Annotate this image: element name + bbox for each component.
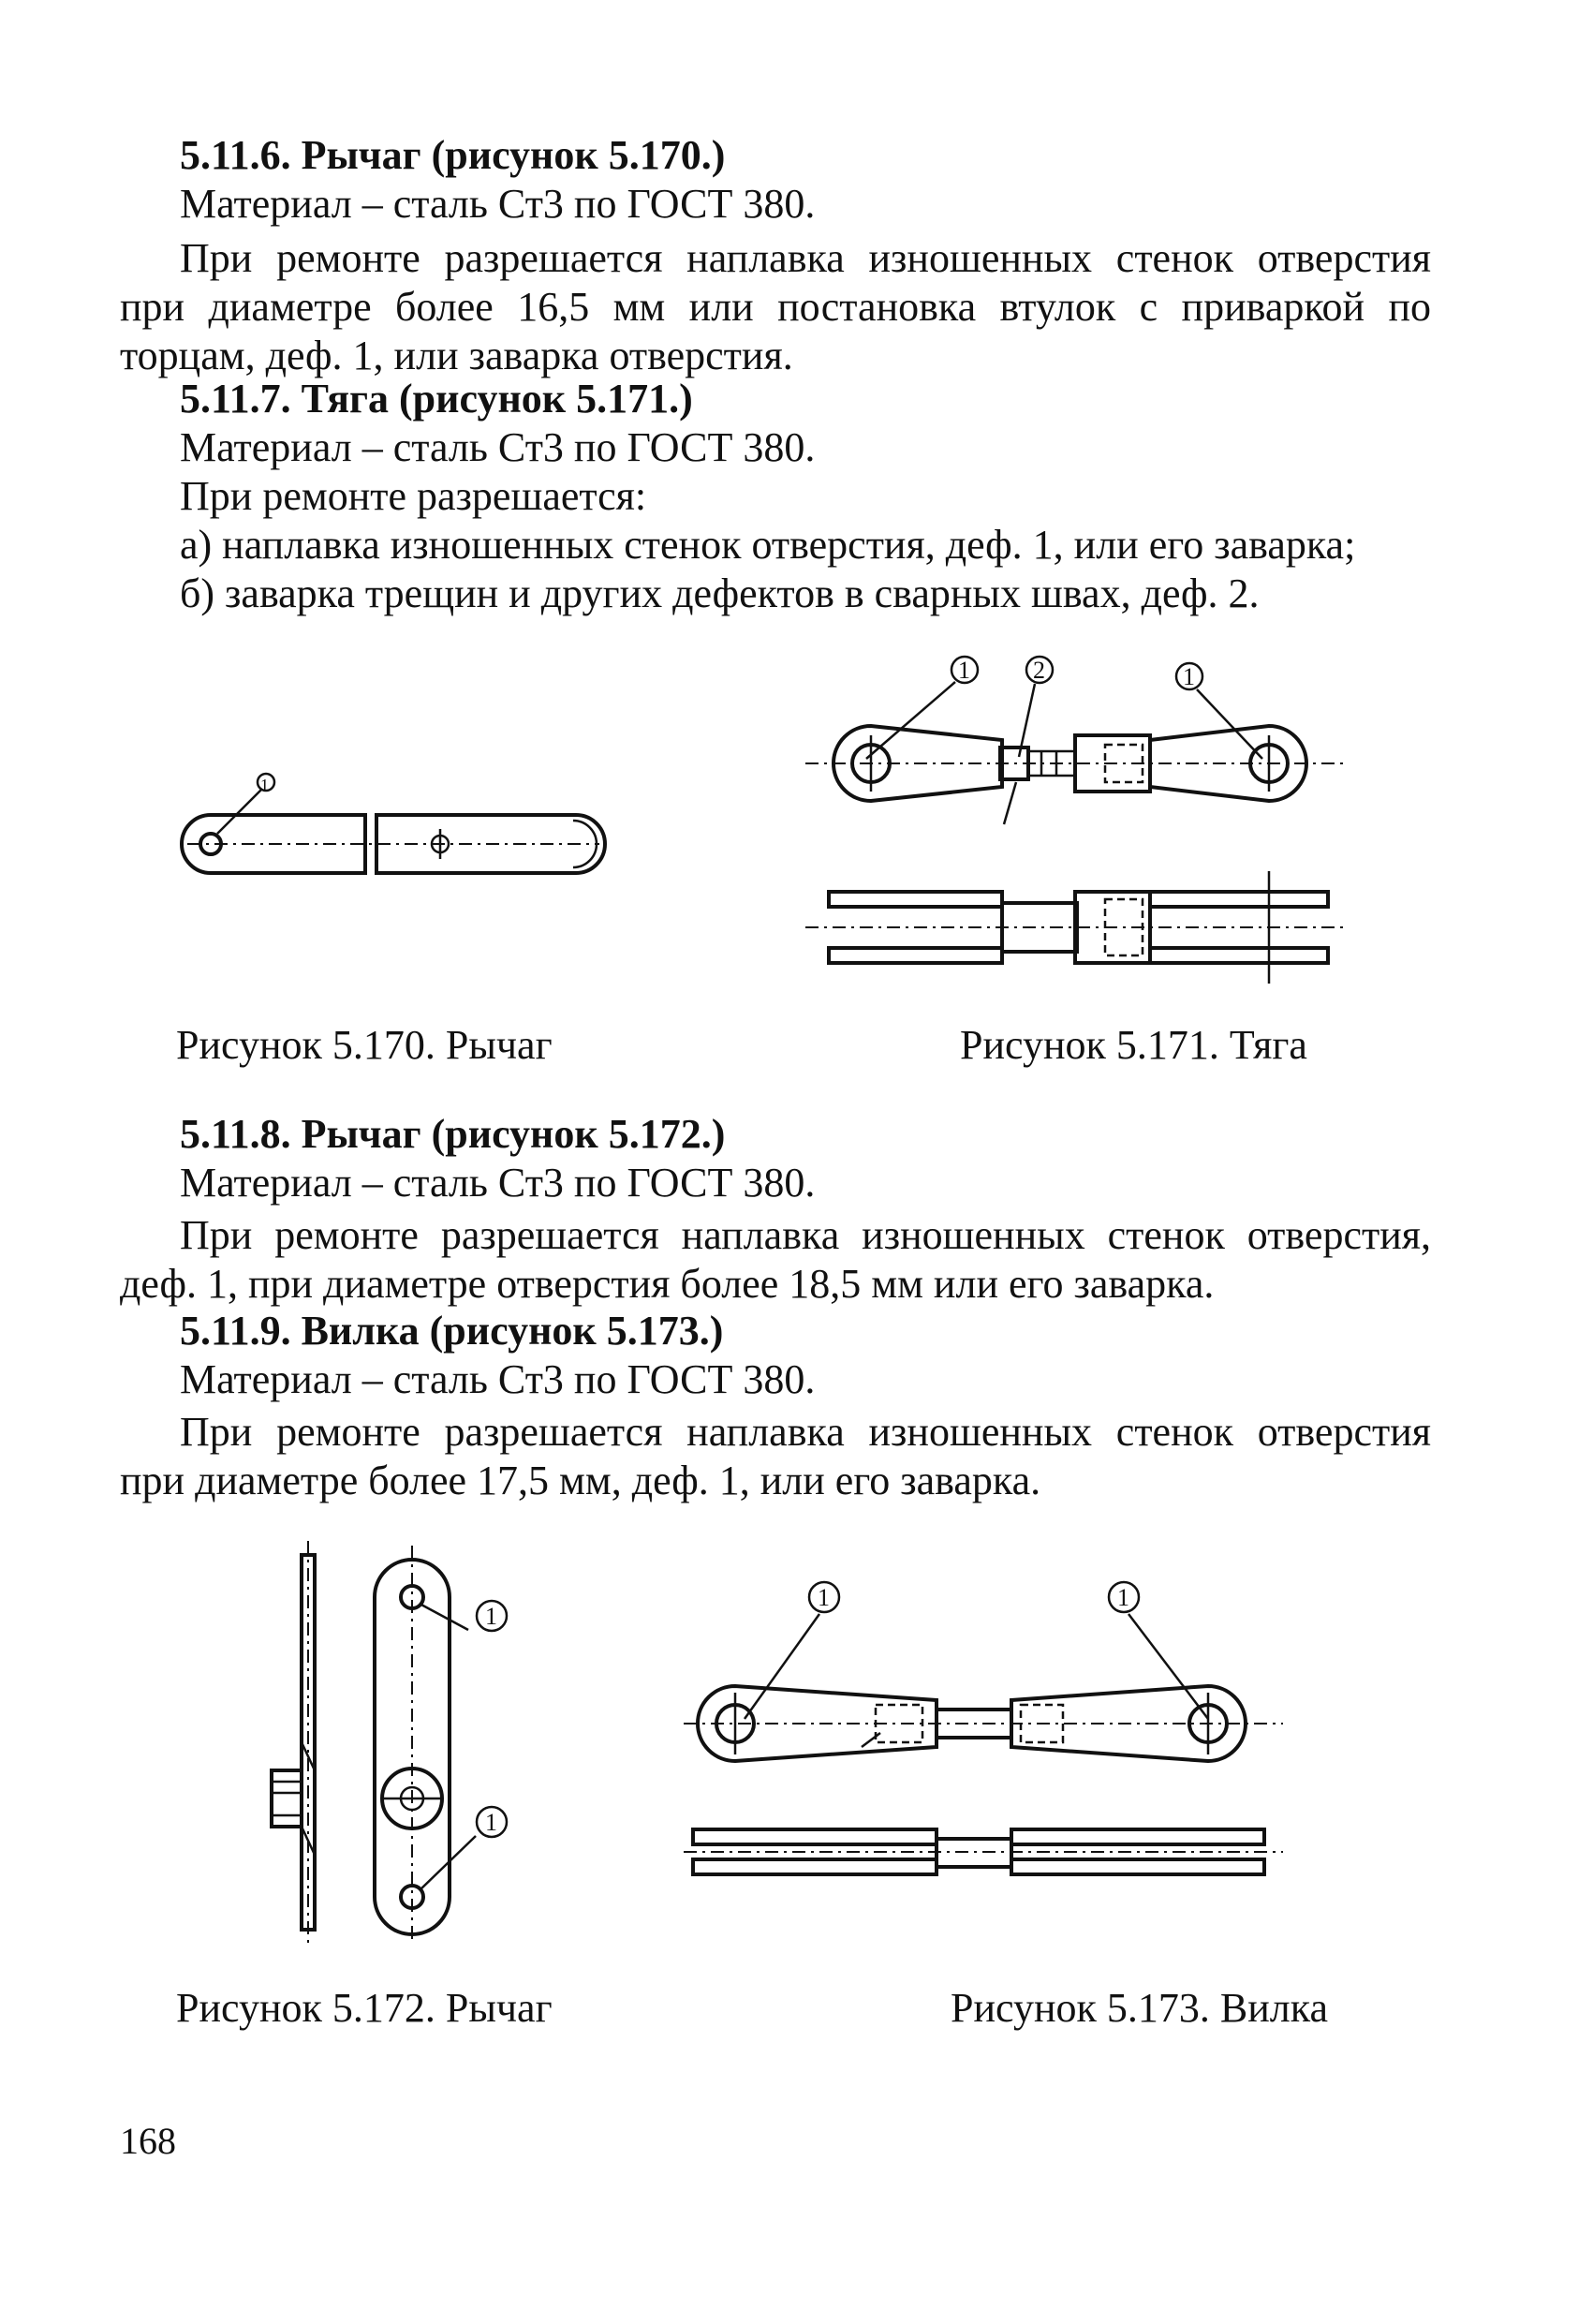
paragraph-line: При ремонте разрешается наплавка изношенных стенок отверстия: [180, 235, 1431, 281]
svg-text:1: 1: [958, 657, 970, 684]
paragraph-line: торцам, деф. 1, или заварка отверстия.: [120, 333, 793, 378]
figure-5-172-drawing: [243, 1536, 543, 1948]
fork-left-arm: [698, 1686, 937, 1761]
section-heading: 5.11.6. Рычаг (рисунок 5.170.): [180, 132, 726, 178]
defect-marker-label: 1: [260, 776, 269, 794]
list-item: б) заварка трещин и других дефектов в сварных швах, деф. 2.: [180, 570, 1260, 616]
figure-5-171-drawing: [796, 646, 1358, 1002]
material-line: Материал – сталь Ст3 по ГОСТ 380.: [180, 181, 816, 227]
section-heading: 5.11.9. Вилка (рисунок 5.173.): [180, 1308, 724, 1354]
svg-text:1: 1: [485, 1603, 497, 1630]
svg-text:1: 1: [1117, 1584, 1129, 1611]
section-5-11-7: [120, 375, 1431, 618]
paragraph-line: при диаметре более 17,5 мм, деф. 1, или его заварка.: [120, 1458, 1041, 1503]
plate-lower-right: [1011, 1859, 1264, 1874]
section-5-11-6: [120, 131, 1431, 380]
svg-text:1: 1: [485, 1809, 497, 1836]
material-line: Материал – сталь Ст3 по ГОСТ 380.: [180, 1160, 816, 1206]
plate-upper-right: [1150, 892, 1328, 907]
svg-text:1: 1: [1183, 663, 1195, 690]
figure-caption: Рисунок 5.172. Рычаг: [176, 1985, 553, 2031]
figure-caption: Рисунок 5.173. Вилка: [951, 1985, 1328, 2031]
paragraph-line: При ремонте разрешается наплавка изношенных стенок отверстия: [180, 1409, 1431, 1455]
svg-text:2: 2: [1033, 657, 1045, 684]
figure-caption: Рисунок 5.170. Рычаг: [176, 1022, 553, 1068]
plate-upper-left: [829, 892, 1002, 907]
plate-lower-left: [693, 1859, 937, 1874]
boss-section: [272, 1770, 302, 1827]
list-item: а) наплавка изношенных стенок отверстия, деф. 1, или его заварка;: [180, 522, 1356, 568]
section-heading: 5.11.7. Тяга (рисунок 5.171.): [180, 376, 693, 422]
plate-lower-right: [1150, 948, 1328, 963]
section-5-11-9: [120, 1307, 1431, 1505]
rod-right-eye: [1150, 726, 1306, 801]
material-line: Материал – сталь Ст3 по ГОСТ 380.: [180, 424, 816, 470]
plate-lower-left: [829, 948, 1002, 963]
page-number: 168: [120, 2120, 176, 2162]
material-line: Материал – сталь Ст3 по ГОСТ 380.: [180, 1356, 816, 1402]
paragraph-line: при диаметре более 16,5 мм или постановка втулок с приваркой по: [120, 284, 1431, 330]
section-5-11-8: [120, 1110, 1431, 1309]
section-heading: 5.11.8. Рычаг (рисунок 5.172.): [180, 1111, 726, 1157]
figure-caption: Рисунок 5.171. Тяга: [960, 1022, 1307, 1068]
plate-upper-right: [1011, 1829, 1264, 1844]
figure-5-170-drawing: [169, 759, 618, 890]
plate-upper-left: [693, 1829, 937, 1844]
figure-5-173-drawing: [665, 1578, 1302, 1916]
svg-text:1: 1: [818, 1584, 830, 1611]
paragraph-line: При ремонте разрешается наплавка изношенных стенок отверстия,: [180, 1212, 1431, 1258]
paragraph-line: При ремонте разрешается:: [180, 473, 647, 519]
paragraph-line: деф. 1, при диаметре отверстия более 18,5 мм или его заварка.: [120, 1261, 1215, 1307]
